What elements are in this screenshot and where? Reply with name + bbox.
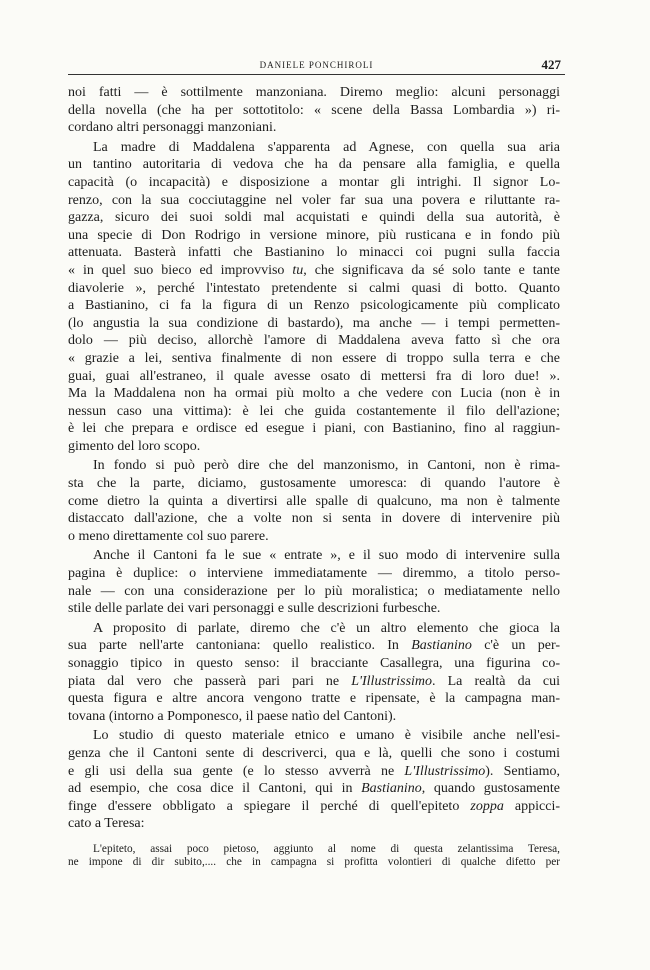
text-line: (lo angustia la sua condizione di bastardo), ma anche — i tempi permetten- <box>68 315 560 331</box>
text-line: attenuata. Basterà infatti che Bastianino lo minacci coi pugni sulla faccia <box>68 245 560 261</box>
paragraph <box>68 727 560 833</box>
italic-title: Bastianino <box>411 638 472 654</box>
running-title: DANIELE PONCHIROLI <box>259 60 374 70</box>
paragraph <box>68 547 560 617</box>
text-segment: , quando gustosamente <box>421 781 560 797</box>
text-segment: . La realtà da cui <box>432 673 561 689</box>
page-header <box>68 58 565 75</box>
text-line: genza che il Cantoni sente di descriverci, qua e là, quelli che sono i costumi <box>68 745 560 761</box>
text-line: dolo — più deciso, allorchè l'amore di Maddalena aveva fatto sì che ora <box>68 333 560 349</box>
paragraph <box>68 84 560 137</box>
text-line: nale — con una considerazione per lo più moralistica; o mediatamente nello <box>68 583 560 599</box>
text-line: Ma la Maddalena non ha ormai più molto a che vedere con Lucia (non è in <box>68 386 560 402</box>
text-line: guai, guai all'estraneo, il quale avesse osato di mettersi fra di loro due! ». <box>68 368 560 384</box>
text-line: capacità (o incapacità) e disposizione a montar gli intrighi. Il signor Lo- <box>68 174 560 190</box>
text-line: stile delle parlate dei vari personaggi e sulle descrizioni furbesche. <box>68 601 441 617</box>
text-line: un tantino autoritaria di vedova che ha da pensare alla famiglia, e quella <box>68 157 560 173</box>
text-segment: « in quel suo bieco ed improvviso <box>68 262 293 278</box>
text-line: questa figura e altre ancora vengono tratte e ripensate, è la campagna man- <box>68 691 560 707</box>
text-segment: ). Sentiamo, <box>485 763 560 779</box>
text-segment: appicci- <box>503 798 560 814</box>
text-line: ne impone di dir subito,.... che in campagna si profitta volontieri di qualche difetto per <box>68 855 560 868</box>
text-segment: e gli usi della sua gente (e lo stesso avverrà ne <box>68 763 405 779</box>
text-line <box>68 673 560 691</box>
text-line: come dietro la quinta a divertirsi alle spalle di qualcuno, ma non è talmente <box>68 493 560 509</box>
text-line <box>68 637 560 655</box>
text-line <box>68 780 560 798</box>
text-line <box>68 262 560 280</box>
paragraph <box>68 620 560 726</box>
text-line: Lo studio di questo materiale etnico e umano è visibile anche nell'esi- <box>93 728 560 744</box>
text-line: L'epiteto, assai poco pietoso, aggiunto al nome di questa zelantissima Teresa, <box>93 842 560 855</box>
text-line: o meno direttamente col suo parere. <box>68 528 269 544</box>
page-number: 427 <box>541 57 561 72</box>
italic-title: tu <box>292 262 304 278</box>
text-line <box>68 763 560 781</box>
text-line: gimento del loro scopo. <box>68 438 201 454</box>
text-segment: , che significava da sé solo tante e tante <box>303 262 560 278</box>
text-line: distaccato dall'azione, che a volte non si senta in dovere di intervenire più <box>68 511 560 527</box>
text-line: a Bastianino, ci fa la figura di un Renzo psicologicamente più complicato <box>68 298 560 314</box>
block-quote <box>68 843 560 869</box>
text-line: « grazie a lei, sentiva finalmente di non essere di troppo sulla terra e che <box>68 350 560 366</box>
text-line: cordano altri personaggi manzoniani. <box>68 120 277 136</box>
text-line: renzo, con la sua cocciutaggine nel voler far sua una povera e riluttante ra- <box>68 192 560 208</box>
text-segment: piata dal vero che passerà pari pari ne <box>68 673 352 689</box>
text-line: cato a Teresa: <box>68 816 145 832</box>
text-line <box>68 798 560 816</box>
text-segment: sua parte nell'arte cantoniana: quello realistico. In <box>68 638 412 654</box>
text-line: nessun caso una vittima): è lei che guida costantemente il filo dell'azione; <box>68 403 560 419</box>
text-segment: finge d'essere obbligato a spiegare il perché di quell'epiteto <box>68 798 471 814</box>
body-text <box>68 84 560 869</box>
text-line: A proposito di parlate, diremo che c'è un altro elemento che gioca la <box>93 620 560 636</box>
text-line: è lei che prepara e ordisce ed esegue i piani, con Bastianino, fino al raggiun- <box>68 421 560 437</box>
text-line: diavolerie », perché l'intestato pretendente si calmi quasi di botto. Quanto <box>68 280 560 296</box>
text-line: La madre di Maddalena s'apparenta ad Agnese, con quella sua aria <box>93 139 560 155</box>
italic-title: Bastianino <box>361 781 422 797</box>
text-line: della novella (che ha per sottotitolo: « scene della Bassa Lombardia ») ri- <box>68 102 560 118</box>
text-line: Anche il Cantoni fa le sue « entrate », e il suo modo di intervenire sulla <box>93 548 560 564</box>
text-line: sonaggio tipico in questo senso: il bracciante Casallegra, una figurina co- <box>68 656 560 671</box>
text-line: In fondo si può però dire che del manzonismo, in Cantoni, non è rima- <box>93 458 560 474</box>
paragraph <box>68 139 560 456</box>
text-line: sta che la parte, diciamo, gustosamente umoresca: di quando l'autore è <box>68 476 560 492</box>
text-line: gazza, sicuro dei suoi soldi mal acquistati e quindi della sua autorità, è <box>68 210 560 226</box>
italic-title: L'Illustrissimo <box>351 673 433 689</box>
text-segment: ad esempio, che cosa dice il Cantoni, qui in <box>68 781 362 797</box>
italic-title: L'Illustrissimo <box>404 763 486 779</box>
text-line: noi fatti — è sottilmente manzoniana. Diremo meglio: alcuni personaggi <box>68 85 560 100</box>
italic-title: zoppa <box>470 798 504 814</box>
paragraph <box>68 457 560 545</box>
text-line: una specie di Don Rodrigo in versione minore, più rusticana e in fondo più <box>68 227 560 243</box>
text-line: pagina è duplice: o interviene immediatamente — diremmo, a titolo perso- <box>68 566 560 582</box>
text-segment: c'è un per- <box>471 638 560 654</box>
text-line: tovana (intorno a Pomponesco, il paese natìo del Cantoni). <box>68 708 397 724</box>
